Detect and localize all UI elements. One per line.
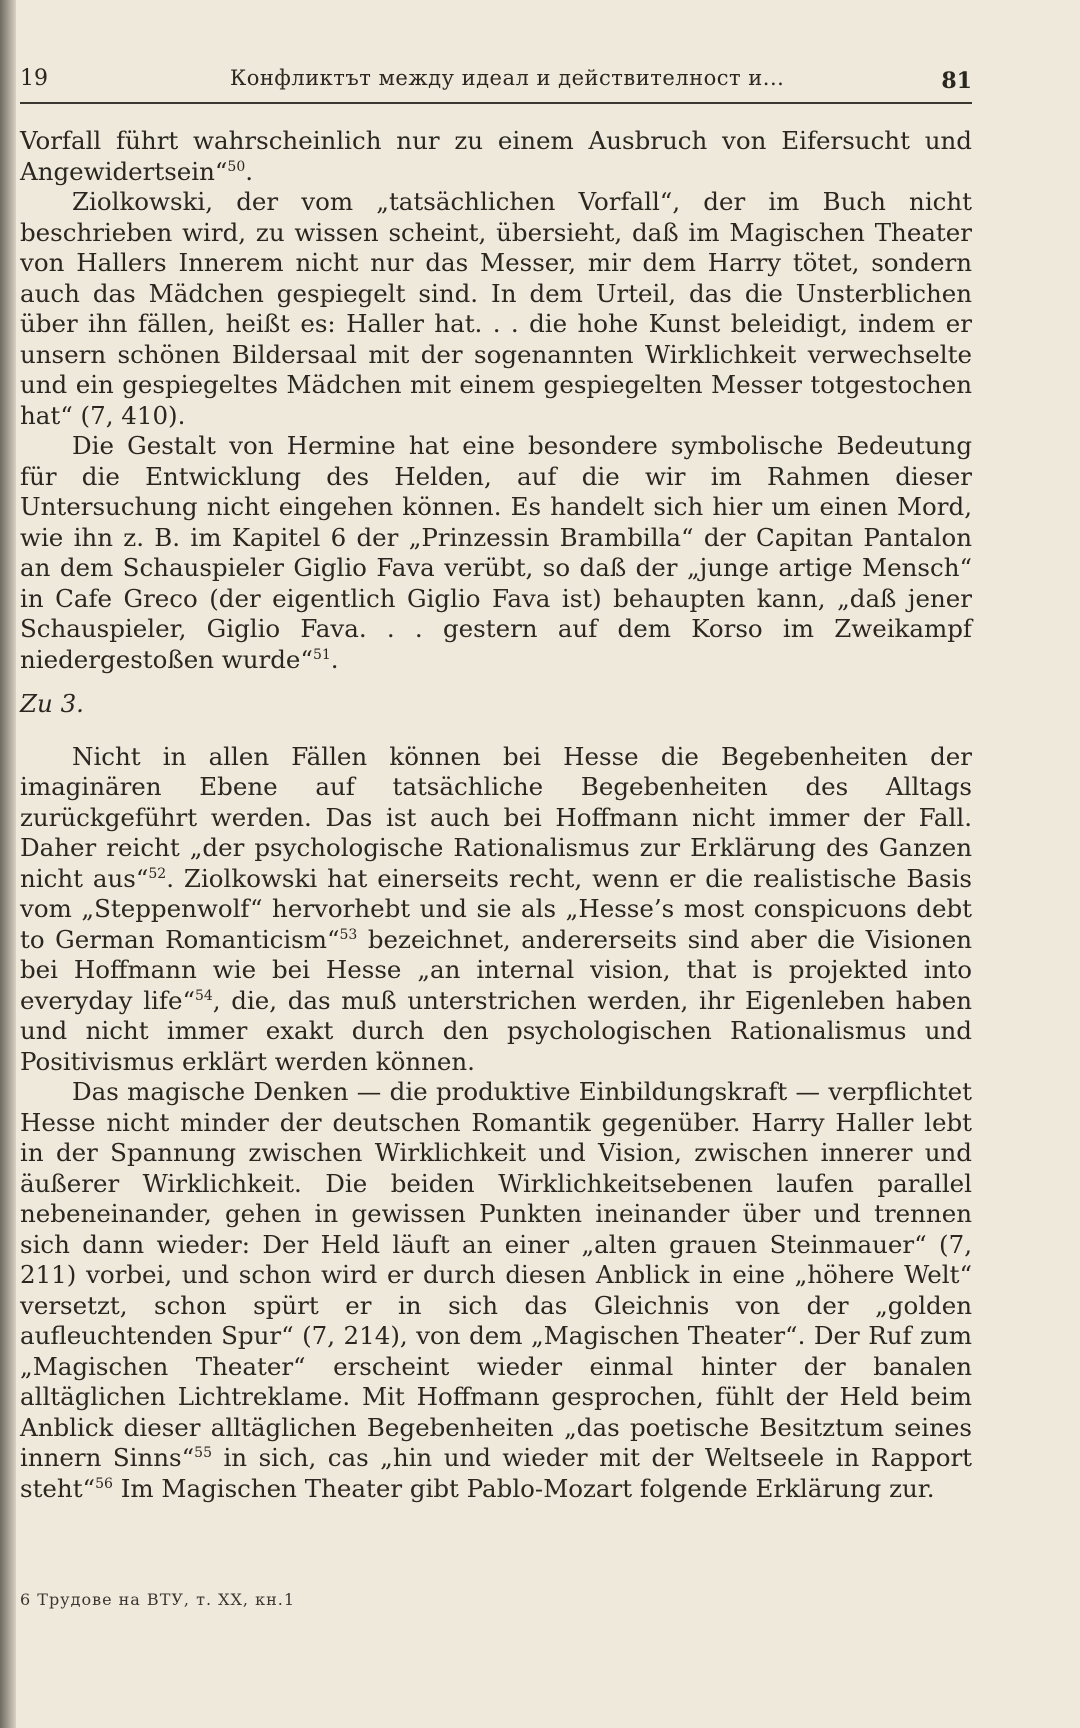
footnote-ref: 53 — [339, 926, 358, 943]
footnote-ref: 54 — [194, 987, 213, 1004]
paragraph: Ziolkowski, der vom „tatsächlichen Vorfall“, der im Buch nicht beschrieben wird, zu wissen scheint, übersieht, daß im Magischen Theater von Hallers Innerem nicht nur das Messer, mir dem Harry tötet, sondern auch das Mädchen gespiegelt sind. In dem Urteil, das die Unsterblichen über ihn fällen, heißt es: Haller hat. . . die hohe Kunst beleidigt, indem er unsern schönen Bildersaal mit der sogenannten Wirklichkeit verwechselte und ein gespiegeltes Mädchen mit einem gespiegelten Messer totgestochen hat“ (7, 410). — [20, 187, 972, 430]
page-header — [20, 62, 972, 104]
footnote-ref: 55 — [194, 1444, 212, 1461]
footnote-ref: 56 — [95, 1475, 113, 1492]
running-title: Конфликтът между идеал и действителност и... — [230, 66, 785, 90]
footnote-ref: 50 — [227, 158, 246, 175]
paragraph: Das magische Denken — die produktive Einbildungskraft — verpflichtet Hesse nicht minder der deutschen Romantik gegenüber. Harry Haller lebt in der Spannung zwischen Wirklichkeit und Vision, zwischen innerer und äußerer Wirklichkeit. Die beiden Wirklichkeitsebenen laufen parallel nebeneinander, gehen in gewissen Punkten ineinander über und trennen sich dann wieder: Der Held läuft an einer „alten grauen Steinmauer“ (7, 211) vorbei, und schon wird er durch diesen Anblick in eine „höhere Welt“ versetzt, schon spürt er in sich das Gleichnis von der „golden aufleuchtenden Spur“ (7, 214), von dem „Magischen Theater“. Der Ruf zum „Magischen Theater“ erscheint wieder einmal hinter der banalen alltäglichen Lichtreklame. Mit Hoffmann gesprochen, fühlt der Held beim Anblick dieser alltäglichen Begebenheiten „das poetische Besitztum seines innern Sinns“$^{55}$ in sich, cas „hin und wieder mit der Weltseele in Rapport steht“$^{56}$ Im Magischen Theater gibt Pablo-Mozart folgende Erklärung zur. — [20, 1077, 973, 1503]
page-binding-edge — [0, 0, 16, 1728]
page-footer: 6 Трудове на ВТУ, т. XX, кн.1 — [20, 1590, 295, 1609]
left-page-number: 19 — [20, 66, 48, 91]
page-number: 81 — [941, 68, 972, 94]
footnote-ref: 52 — [148, 865, 167, 882]
body-text — [20, 126, 972, 1504]
paragraph: Nicht in allen Fällen können bei Hesse die Begebenheiten der imaginären Ebene auf tatsächliche Begebenheiten des Alltags zurückgeführt werden. Das ist auch bei Hoffmann nicht immer der Fall. Daher reicht „der psychologische Rationalismus zur Erklärung des Ganzen nicht aus“$^{52}$. Ziolkowski hat einerseits recht, wenn er die realistische Basis vom „Steppenwolf“ hervorhebt und sie als „Hesse’s most conspicuons debt to German Romanticism“$^{53}$ bezeichnet, andererseits sind aber die Visionen bei Hoffmann wie bei Hesse „an internal vision, that is projekted into everyday life“$^{54}$, die, das muß unterstrichen werden, ihr Eigenleben haben und nicht immer exakt durch den psychologischen Rationalismus und Positivismus erklärt werden können. — [20, 741, 972, 1076]
paragraph: Vorfall führt wahrscheinlich nur zu einem Ausbruch von Eifersucht und Angewidertsein“$^{50}$. — [20, 126, 972, 186]
footnote-ref: 51 — [312, 646, 331, 663]
paragraph: Die Gestalt von Hermine hat eine besondere symbolische Bedeutung für die Entwicklung des Helden, auf die wir im Rahmen dieser Untersuchung nicht eingehen können. Es handelt sich hier um einen Mord, wie ihn z. B. im Kapitel 6 der „Prinzessin Brambilla“ der Capitan Pantalon an dem Schauspieler Giglio Fava verübt, so daß der „junge artige Mensch“ in Cafe Greco (der eigentlich Giglio Fava ist) behaupten kann, „daß jener Schauspieler, Giglio Fava. . . gestern auf dem Korso im Zweikampf niedergestoßen wurde“$^{51}$. — [20, 431, 972, 674]
section-heading: Zu 3. — [20, 689, 84, 718]
